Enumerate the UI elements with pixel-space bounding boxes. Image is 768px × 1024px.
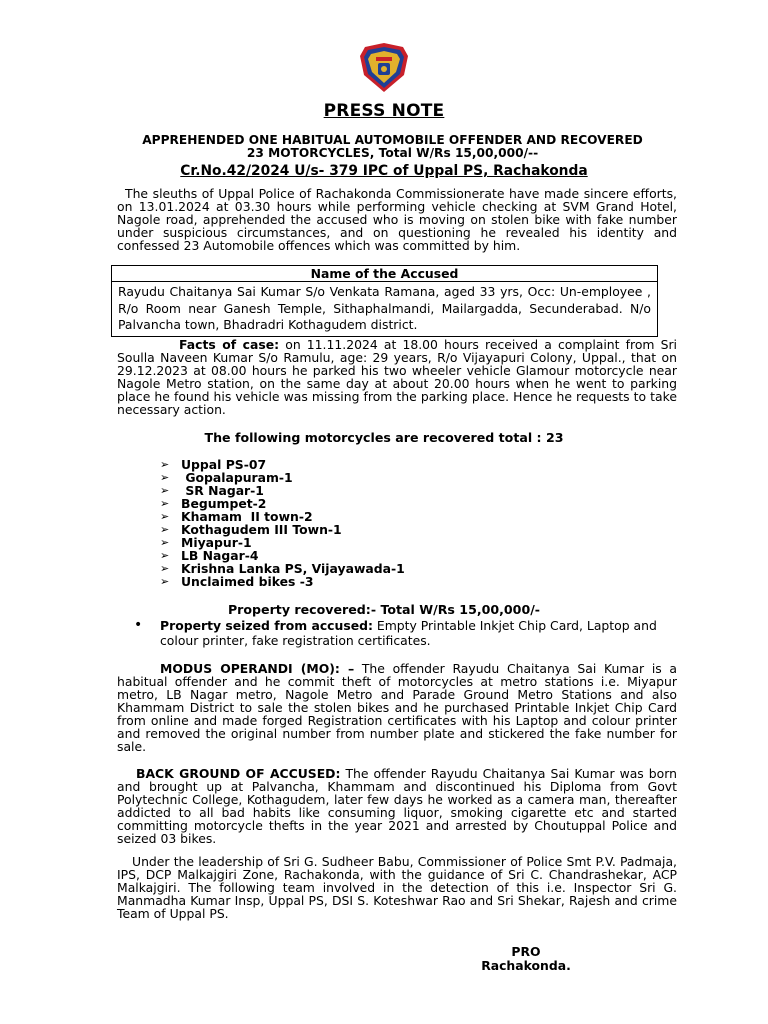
arrow-bullet-icon: ➢ <box>160 458 170 471</box>
arrow-bullet-icon: ➢ <box>160 523 170 536</box>
arrow-bullet-icon: ➢ <box>160 510 170 523</box>
modus-paragraph <box>117 662 677 753</box>
list-item: ➢ Unclaimed bikes -3 <box>160 574 314 589</box>
page-title: PRESS NOTE <box>323 101 445 121</box>
intro-paragraph <box>117 187 677 252</box>
rachakonda-police-emblem <box>354 42 414 94</box>
property-seized <box>134 618 679 648</box>
seized-text: Empty Printable Inkjet Chip Card, Laptop and colour printer, fake registration certificates. <box>160 618 657 648</box>
accused-heading: Name of the Accused <box>112 266 657 282</box>
background-paragraph <box>117 767 677 845</box>
recovered-heading: The following motorcycles are recovered total : 23 <box>204 430 564 445</box>
intro-text: The sleuths of Uppal Police of Rachakonda Commissionerate have made sincere efforts, on 13.01.2024 at 03.30 hours while performing vehicle checking at SVM Grand Hotel, Nagole road, apprehended the accused who is moving on stolen bike with fake number under suspicious circumstances, and on questioning he revealed his identity and confessed 23 Automobile offences which was committed by him. <box>117 186 677 253</box>
list-item: ➢ Uppal PS-07 <box>160 457 267 472</box>
facts-label: Facts of case: <box>179 337 280 352</box>
arrow-bullet-icon: ➢ <box>160 484 170 497</box>
modus-label: MODUS OPERANDI (MO): – <box>160 661 355 676</box>
headline <box>90 134 695 160</box>
list-item: ➢ Kothagudem III Town-1 <box>160 522 342 537</box>
bullet-icon: • <box>134 617 143 633</box>
signature-place: Rachakonda. <box>481 958 571 973</box>
leadership-paragraph <box>117 855 677 920</box>
accused-details: Rayudu Chaitanya Sai Kumar S/o Venkata Ramana, aged 33 yrs, Occ: Un-employee , R/o Room near Ganesh Temple, Sithaphalmandi, Mailargadda, Secunderabad. N/o Palvancha town, Bhadradri Kothagudem district. <box>118 284 651 332</box>
facts-text: on 11.11.2024 at 18.00 hours received a complaint from Sri Soulla Naveen Kumar S/o Ramulu, age: 29 years, R/o Vijayapuri Colony, Uppal., that on 29.12.2023 at 08.00 hours he parked his two wheeler vehicle Glamour motorcycle near Nagole Metro station, on the same day at about 20.00 hours when he went to parking place he found his vehicle was missing from the parking place. Hence he requests to take necessary action. <box>117 337 677 417</box>
property-heading: Property recovered:- Total W/Rs 15,00,000/- <box>227 602 541 617</box>
arrow-bullet-icon: ➢ <box>160 471 170 484</box>
modus-text: The offender Rayudu Chaitanya Sai Kumar is a habitual offender and he commit theft of motorcycles at metro stations i.e. Miyapur metro, LB Nagar metro, Nagole Metro and Parade Ground Metro Stations and also Khammam District to sale the stolen bikes and he purchased Printable Inkjet Chip Card from online and made forged Registration certificates with his Laptop and colour printer and removed the original number from number plate and stickered the fake number for sale. <box>117 661 677 754</box>
signature-block <box>470 945 582 973</box>
arrow-bullet-icon: ➢ <box>160 536 170 549</box>
list-item: ➢ LB Nagar-4 <box>160 548 259 563</box>
background-label: BACK GROUND OF ACCUSED: <box>136 766 341 781</box>
list-item: ➢ Begumpet-2 <box>160 496 267 511</box>
seized-label: Property seized from accused: <box>160 618 373 633</box>
signature-title: PRO <box>511 944 541 959</box>
list-item: ➢ Krishna Lanka PS, Vijayawada-1 <box>160 561 405 576</box>
accused-table <box>111 265 658 337</box>
list-item: ➢ Miyapur-1 <box>160 535 252 550</box>
list-item: ➢ Khamam II town-2 <box>160 509 313 524</box>
headline-line-1: APPREHENDED ONE HABITUAL AUTOMOBILE OFFENDER AND RECOVERED <box>142 133 643 147</box>
facts-paragraph <box>117 338 677 416</box>
arrow-bullet-icon: ➢ <box>160 497 170 510</box>
leadership-text: Under the leadership of Sri G. Sudheer Babu, Commissioner of Police Smt P.V. Padmaja, IPS, DCP Malkajgiri Zone, Rachakonda, with the guidance of Sri C. Chandrashekar, ACP Malkajgiri. The following team involved in the detection of this i.e. Inspector Sri G. Manmadha Kumar Insp, Uppal PS, DSI S. Koteshwar Rao and Sri Shekar, Rajesh and crime Team of Uppal PS. <box>117 854 677 921</box>
arrow-bullet-icon: ➢ <box>160 549 170 562</box>
headline-line-2: 23 MOTORCYCLES, Total W/Rs 15,00,000/-- <box>246 146 539 160</box>
background-text: The offender Rayudu Chaitanya Sai Kumar was born and brought up at Palvancha, Khammam and discontinued his Diploma from Govt Polytechnic College, Kothagudem, later few days he worked as a camera man, thereafter addicted to all bad habits like consuming liquor, smoking cigarette etc and started committing motorcycle thefts in the year 2021 and arrested by Choutuppal Police and seized 03 bikes. <box>117 766 677 846</box>
list-item: ➢ SR Nagar-1 <box>160 483 264 498</box>
list-item: ➢ Gopalapuram-1 <box>160 470 293 485</box>
motorcycle-list <box>160 458 405 588</box>
case-number: Cr.No.42/2024 U/s- 379 IPC of Uppal PS, Rachakonda <box>180 163 588 179</box>
arrow-bullet-icon: ➢ <box>160 562 170 575</box>
arrow-bullet-icon: ➢ <box>160 575 170 588</box>
